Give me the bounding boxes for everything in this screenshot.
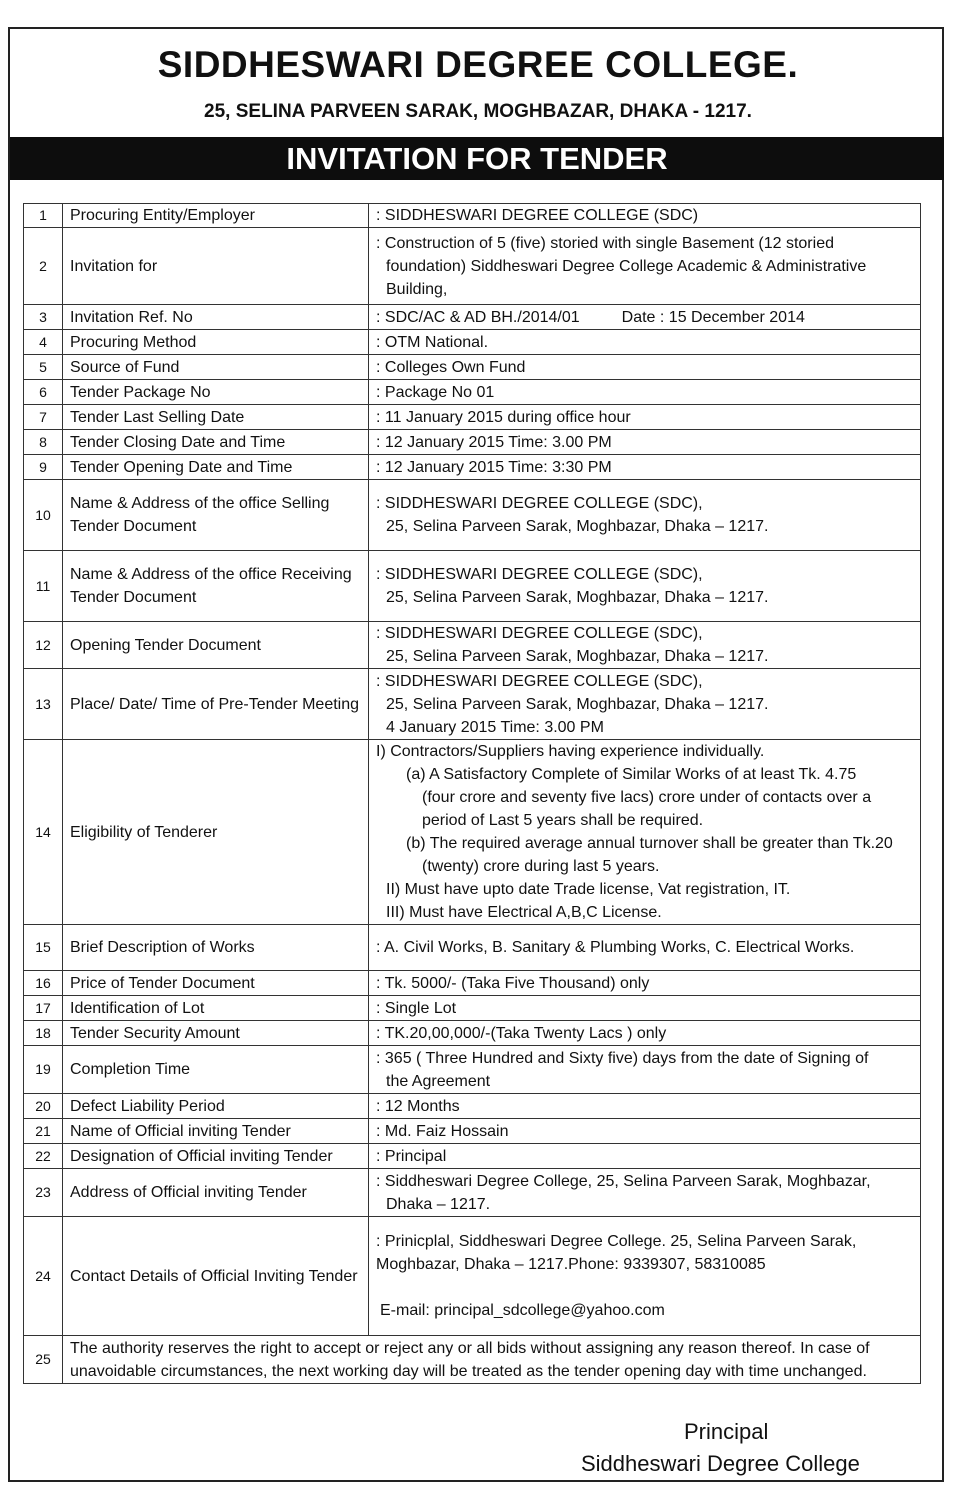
table-row: 19 Completion Time : 365 ( Three Hundred and Sixty five) days from the date of Signing of the Agreement [24, 1046, 921, 1094]
table-row: 2 Invitation for : Construction of 5 (five) storied with single Basement (12 storied foundation) Siddheswari Degree College Academic & Administrative Building, [24, 228, 921, 305]
table-row: 11 Name & Address of the office Receiving Tender Document : SIDDHESWARI DEGREE COLLEGE (SDC), 25, Selina Parveen Sarak, Moghbazar, Dhaka – 1217. [24, 551, 921, 622]
table-row: 5 Source of Fund : Colleges Own Fund [24, 355, 921, 380]
table-row: 18 Tender Security Amount : TK.20,00,000/-(Taka Twenty Lacs ) only [24, 1021, 921, 1046]
notice-banner: INVITATION FOR TENDER [10, 137, 944, 180]
table-row: 15 Brief Description of Works : A. Civil Works, B. Sanitary & Plumbing Works, C. Electrical Works. [24, 925, 921, 971]
table-row: 8 Tender Closing Date and Time : 12 January 2015 Time: 3.00 PM [24, 430, 921, 455]
college-address: 25, SELINA PARVEEN SARAK, MOGHBAZAR, DHAKA - 1217. [204, 101, 752, 122]
table-row: 25 The authority reserves the right to accept or reject any or all bids without assigning any reason thereof. In case of unavoidable circumstances, the next working day will be treated as the tender opening day with time unchanged. [24, 1336, 921, 1384]
table-row: 16 Price of Tender Document : Tk. 5000/- (Taka Five Thousand) only [24, 971, 921, 996]
table-row: 6 Tender Package No : Package No 01 [24, 380, 921, 405]
table-row: 9 Tender Opening Date and Time : 12 January 2015 Time: 3:30 PM [24, 455, 921, 480]
table-row: 3 Invitation Ref. No : SDC/AC & AD BH./2014/01 Date : 15 December 2014 [24, 305, 921, 330]
table-row: 14 Eligibility of Tenderer I) Contractors/Suppliers having experience individually. (a) A Satisfactory Complete of Similar Works of at least Tk. 4.75 (four crore and seventy five lacs) crore under of contacts over a period of Last 5 years shall be required. (b) The required average annual turnover shall be greater than Tk.20 (twenty) crore during last 5 years. II) Must have upto date Trade license, Vat registration, IT. III) Must have Electrical A,B,C License. [24, 740, 921, 925]
tender-table [23, 203, 921, 1384]
table-row: 23 Address of Official inviting Tender : Siddheswari Degree College, 25, Selina Parveen Sarak, Moghbazar, Dhaka – 1217. [24, 1169, 921, 1217]
signature-org: Siddheswari Degree College [581, 1451, 860, 1476]
table-row: 17 Identification of Lot : Single Lot [24, 996, 921, 1021]
signature-title: Principal [684, 1419, 769, 1444]
table-row: 20 Defect Liability Period : 12 Months [24, 1094, 921, 1119]
table-row: 10 Name & Address of the office Selling Tender Document : SIDDHESWARI DEGREE COLLEGE (SDC), 25, Selina Parveen Sarak, Moghbazar, Dhaka – 1217. [24, 480, 921, 551]
table-row: 4 Procuring Method : OTM National. [24, 330, 921, 355]
table-row: 21 Name of Official inviting Tender : Md. Faiz Hossain [24, 1119, 921, 1144]
table-row: 7 Tender Last Selling Date : 11 January 2015 during office hour [24, 405, 921, 430]
email-link[interactable]: E-mail: principal_sdcollege@yahoo.com [380, 1302, 665, 1319]
table-row: 1 Procuring Entity/Employer : SIDDHESWARI DEGREE COLLEGE (SDC) [24, 204, 921, 228]
college-title: SIDDHESWARI DEGREE COLLEGE. [157, 44, 799, 85]
table-row: 22 Designation of Official inviting Tender : Principal [24, 1144, 921, 1169]
table-row: 12 Opening Tender Document : SIDDHESWARI DEGREE COLLEGE (SDC), 25, Selina Parveen Sarak, Moghbazar, Dhaka – 1217. [24, 622, 921, 669]
table-row: 24 Contact Details of Official Inviting Tender : Prinicplal, Siddheswari Degree College. 25, Selina Parveen Sarak, Moghbazar, Dhaka – 1217.Phone: 9339307, 58310085 E-mail: principal_sdcollege@yahoo.com [24, 1217, 921, 1336]
table-row: 13 Place/ Date/ Time of Pre-Tender Meeting : SIDDHESWARI DEGREE COLLEGE (SDC), 25, Selina Parveen Sarak, Moghbazar, Dhaka – 1217. 4 January 2015 Time: 3.00 PM [24, 669, 921, 740]
